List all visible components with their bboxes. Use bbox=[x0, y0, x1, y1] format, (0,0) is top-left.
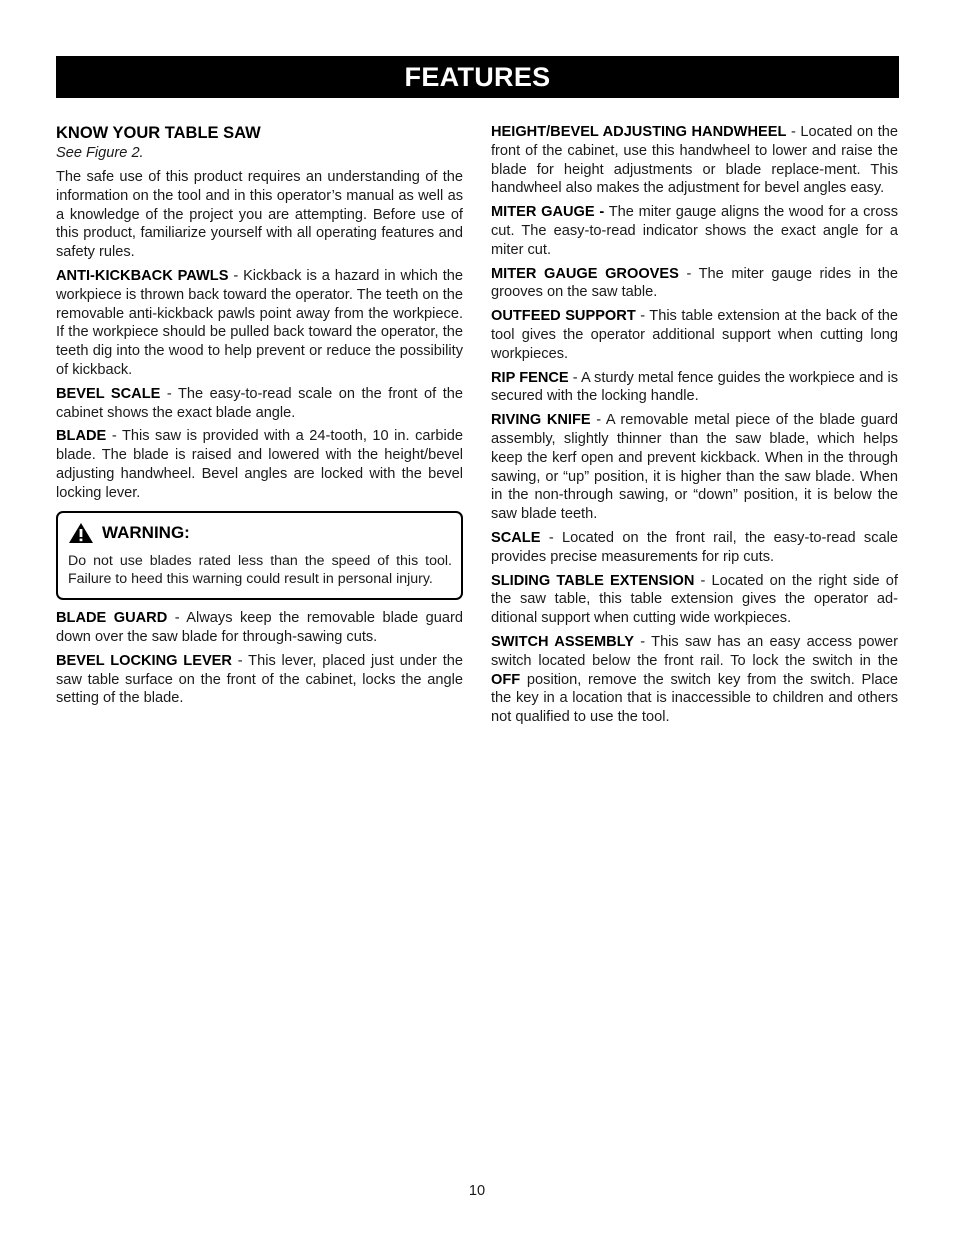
right-column bbox=[491, 123, 898, 732]
feature-description: - Located on the front of the cabinet, use this handwheel to lower and raise the blade for height adjustments or blade replace-ment. This handwheel also makes the adjustment for bevel angles easy. bbox=[491, 124, 898, 197]
figure-reference: See Figure 2. bbox=[56, 145, 144, 161]
feature-term: ANTI-KICKBACK PAWLS bbox=[56, 267, 229, 284]
feature-description: - The easy-to-read scale on the front of the cabinet shows the exact blade angle. bbox=[56, 385, 463, 421]
feature-description: - Located on the right side of the saw table, this table extension gives the operator ad-ditional support when cutting wide workpieces. bbox=[491, 572, 898, 627]
feature-term: OUTFEED SUPPORT bbox=[491, 308, 636, 325]
feature-miter-gauge bbox=[491, 203, 898, 259]
feature-riving-knife bbox=[491, 411, 898, 524]
feature-description: - A sturdy metal fence guides the workpiece and is secured with the locking handle. bbox=[491, 369, 898, 405]
feature-term: MITER GAUGE - bbox=[491, 204, 605, 221]
feature-description: - Always keep the removable blade guard down over the saw blade for through-sawing cuts. bbox=[56, 610, 463, 645]
feature-blade-guard bbox=[56, 609, 463, 647]
page-title: FEATURES bbox=[56, 56, 899, 98]
warning-triangle-icon bbox=[68, 522, 94, 544]
warning-header bbox=[68, 522, 452, 544]
feature-term: RIVING KNIFE bbox=[491, 412, 591, 429]
feature-description: - Kickback is a hazard in which the workpiece is thrown back toward the operator. The teeth on the removable anti-kickback pawls point away from the workpiece. If the workpiece should be pulled back toward the operator, the teeth dig into the wood to help prevent or reduce the possibility of kickback. bbox=[56, 267, 463, 378]
feature-bevel-locking-lever bbox=[56, 652, 463, 708]
left-column bbox=[56, 122, 463, 713]
feature-term: BLADE GUARD bbox=[56, 610, 168, 627]
feature-anti-kickback-pawls bbox=[56, 267, 463, 380]
feature-term: SLIDING TABLE EXTENSION bbox=[491, 572, 695, 589]
intro-paragraph: The safe use of this product requires an understanding of the information on the tool and in this operator’s manual as well as a knowledge of the project you are attempting. Before use of this product, familiarize yourself with all operating features and safety rules. bbox=[56, 169, 463, 261]
feature-description: - A removable metal piece of the blade guard assembly, slightly thinner than the saw blade, which helps keep the kerf open and prevent kickback. When in the through sawing, or “up” position, it is higher than the saw blade. When in the non-through sawing, or “down” position, it is below the saw blade teeth. bbox=[491, 412, 899, 523]
feature-term: SCALE bbox=[491, 529, 541, 546]
feature-blade bbox=[56, 427, 463, 502]
feature-height-bevel-handwheel bbox=[491, 123, 898, 198]
off-position-label: OFF bbox=[491, 671, 521, 688]
feature-term: HEIGHT/BEVEL ADJUSTING HANDWHEEL bbox=[491, 124, 787, 140]
warning-title: WARNING: bbox=[102, 522, 190, 542]
feature-switch-assembly bbox=[491, 633, 898, 727]
feature-description: - Located on the front rail, the easy-to-read scale provides precise measurements for rip cuts. bbox=[491, 529, 898, 565]
feature-term: RIP FENCE bbox=[491, 369, 569, 386]
feature-description: - The miter gauge rides in the grooves on the saw table. bbox=[491, 265, 898, 301]
feature-sliding-table-extension bbox=[491, 572, 898, 628]
feature-bevel-scale bbox=[56, 385, 463, 423]
feature-description: The miter gauge aligns the wood for a cross cut. The easy-to-read indicator shows the exact angle for a miter cut. bbox=[491, 204, 898, 258]
feature-description: - This lever, placed just under the saw table surface on the front of the cabinet, locks the angle setting of the blade. bbox=[56, 652, 463, 707]
feature-description: - This table extension at the back of the tool gives the operator additional support when cutting long workpieces. bbox=[491, 308, 898, 362]
feature-term: MITER GAUGE GROOVES bbox=[491, 265, 679, 282]
feature-term: BLADE bbox=[56, 428, 107, 445]
warning-box bbox=[56, 511, 463, 601]
feature-description: position, remove the switch key from the switch. Place the key in a location that is inaccessible to children and others not qualified to use the tool. bbox=[491, 671, 898, 726]
feature-outfeed-support bbox=[491, 307, 898, 363]
feature-miter-gauge-grooves bbox=[491, 265, 898, 303]
feature-description: - This saw has an easy access power switch located below the front rail. To lock the switch in the bbox=[491, 633, 898, 669]
page-number: 10 bbox=[468, 1183, 486, 1199]
feature-term: SWITCH ASSEMBLY bbox=[491, 633, 635, 650]
feature-rip-fence bbox=[491, 369, 898, 407]
warning-text: Do not use blades rated less than the speed of this tool. Failure to heed this warning could result in personal injury. bbox=[68, 552, 452, 588]
feature-term: BEVEL LOCKING LEVER bbox=[56, 652, 232, 669]
feature-description: - This saw is provided with a 24-tooth, 10 in. carbide blade. The blade is raised and lowered with the height/bevel adjusting handwheel. Bevel angles are locked with the bevel locking lever. bbox=[56, 428, 463, 501]
section-heading: KNOW YOUR TABLE SAW bbox=[56, 124, 261, 142]
feature-scale bbox=[491, 529, 898, 567]
feature-term: BEVEL SCALE bbox=[56, 385, 161, 402]
